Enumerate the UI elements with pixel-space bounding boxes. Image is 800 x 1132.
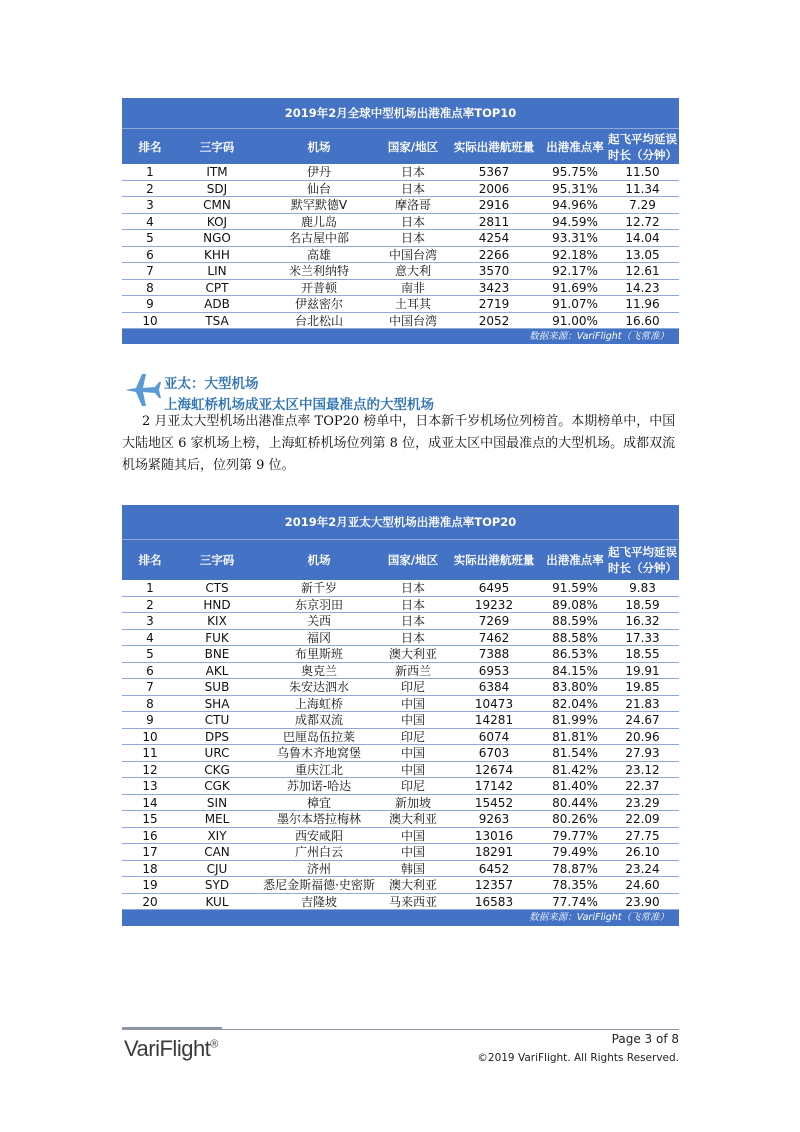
logo-text: VariFlight: [124, 1036, 211, 1061]
cell-on-time-rate: 94.59%: [552, 214, 598, 229]
cell-airport: 重庆江北: [294, 762, 343, 777]
header-airport: 机场: [307, 553, 331, 567]
cell-iata-code: ADB: [204, 297, 230, 311]
cell-avg-delay: 23.24: [625, 861, 660, 876]
table-row: [122, 214, 679, 231]
cell-departures: 3423: [478, 280, 510, 295]
cell-iata-code: MEL: [204, 812, 230, 826]
cell-rank: 7: [146, 680, 154, 694]
cell-on-time-rate: 81.54%: [552, 746, 598, 760]
cell-rank: 6: [146, 663, 154, 678]
table-row: [122, 828, 679, 845]
cell-avg-delay: 18.55: [625, 647, 660, 661]
section-subtitle: 上海虹桥机场成亚太区中国最准点的大型机场: [164, 397, 434, 413]
cell-iata-code: KIX: [207, 614, 227, 628]
cell-avg-delay: 14.04: [625, 231, 660, 245]
cell-airport: 默罕默德V: [290, 198, 348, 212]
cell-rank: 9: [146, 713, 154, 727]
header-on-time-rate: 出港准点率: [546, 553, 604, 567]
header-iata-code: 三字码: [199, 139, 235, 154]
cell-avg-delay: 11.96: [625, 297, 660, 311]
cell-airport: 仙台: [306, 181, 331, 196]
cell-airport: 名古屋中部: [288, 231, 349, 245]
cell-iata-code: CGK: [204, 779, 230, 793]
table-row: [122, 861, 679, 878]
cell-airport: 伊丹: [306, 165, 331, 179]
cell-on-time-rate: 79.77%: [552, 828, 598, 843]
table-row: [122, 745, 679, 762]
cell-departures: 10473: [474, 696, 514, 711]
cell-departures: 9263: [478, 812, 510, 826]
cell-avg-delay: 27.75: [625, 828, 660, 843]
cell-country-region: 中国台湾: [388, 247, 437, 262]
cell-on-time-rate: 88.58%: [552, 630, 598, 645]
cell-country-region: 日本: [400, 614, 425, 628]
cell-iata-code: FUK: [205, 630, 229, 645]
cell-country-region: 澳大利亚: [388, 647, 437, 661]
cell-avg-delay: 19.85: [625, 680, 660, 694]
cell-iata-code: XIY: [207, 828, 227, 843]
cell-country-region: 日本: [400, 181, 425, 196]
cell-rank: 14: [142, 795, 158, 810]
table-row: [122, 263, 679, 280]
section-title: 亚太：大型机场: [164, 376, 259, 392]
cell-country-region: 日本: [400, 214, 425, 229]
cell-country-region: 印尼: [400, 779, 425, 793]
table-title: 2019年2月全球中型机场出港准点率TOP10: [122, 98, 679, 128]
cell-avg-delay: 23.29: [625, 795, 660, 810]
cell-rank: 7: [146, 264, 154, 278]
table-row: [122, 679, 679, 696]
table-source: 数据来源：VariFlight（飞常准）: [122, 329, 679, 344]
header-avg-delay: 起飞平均延误时长（分钟）: [608, 131, 677, 162]
top20-asia-pacific-airports-table: [122, 505, 679, 926]
cell-on-time-rate: 95.75%: [552, 165, 598, 179]
header-departures: 实际出港航班量: [453, 139, 535, 154]
cell-avg-delay: 22.09: [625, 812, 660, 826]
table-row: [122, 630, 679, 647]
cell-rank: 13: [142, 779, 158, 793]
header-avg-delay: 起飞平均延误时长（分钟）: [608, 545, 677, 575]
cell-country-region: 中国: [400, 746, 425, 760]
cell-country-region: 印尼: [400, 729, 425, 744]
cell-iata-code: SYD: [204, 878, 230, 892]
cell-country-region: 中国: [400, 828, 425, 843]
table-row: [122, 597, 679, 614]
cell-airport: 广州白云: [294, 845, 343, 859]
header-rank: 排名: [138, 139, 162, 154]
table-row: [122, 230, 679, 247]
cell-avg-delay: 24.60: [625, 878, 660, 892]
cell-avg-delay: 7.29: [629, 198, 656, 212]
table-row: [122, 894, 679, 911]
cell-iata-code: SHA: [204, 696, 230, 711]
header-country-region: 国家/地区: [387, 139, 439, 154]
cell-country-region: 韩国: [400, 861, 425, 876]
cell-on-time-rate: 81.40%: [552, 779, 598, 793]
cell-airport: 悉尼金斯福德·史密斯: [263, 878, 375, 892]
cell-on-time-rate: 80.44%: [552, 795, 598, 810]
cell-departures: 2266: [478, 247, 510, 262]
table-header-row: [122, 539, 679, 580]
cell-iata-code: NGO: [203, 231, 231, 245]
cell-departures: 3570: [478, 264, 510, 278]
cell-airport: 鹿儿岛: [300, 214, 337, 229]
cell-rank: 10: [142, 313, 158, 328]
cell-avg-delay: 17.33: [625, 630, 660, 645]
cell-iata-code: TSA: [205, 313, 229, 328]
cell-avg-delay: 12.61: [625, 264, 660, 278]
cell-rank: 1: [146, 581, 154, 595]
cell-on-time-rate: 86.53%: [552, 647, 598, 661]
cell-airport: 布里斯班: [294, 647, 343, 661]
cell-avg-delay: 22.37: [625, 779, 660, 793]
cell-avg-delay: 24.67: [625, 713, 660, 727]
cell-avg-delay: 21.83: [625, 696, 660, 711]
cell-rank: 19: [142, 878, 158, 892]
cell-departures: 5367: [478, 165, 510, 179]
cell-airport: 朱安达泗水: [288, 680, 349, 694]
cell-country-region: 澳大利亚: [388, 878, 437, 892]
cell-country-region: 南非: [400, 280, 425, 295]
cell-on-time-rate: 79.49%: [552, 845, 598, 859]
cell-rank: 17: [142, 845, 158, 859]
cell-departures: 7388: [478, 647, 510, 661]
cell-rank: 16: [142, 828, 158, 843]
cell-rank: 18: [142, 861, 158, 876]
cell-iata-code: AKL: [205, 663, 229, 678]
cell-airport: 奥克兰: [300, 663, 337, 678]
cell-airport: 乌鲁木齐地窝堡: [276, 746, 361, 760]
cell-avg-delay: 23.12: [625, 762, 660, 777]
cell-on-time-rate: 88.59%: [552, 614, 598, 628]
cell-departures: 2006: [478, 181, 510, 196]
cell-departures: 15452: [474, 795, 514, 810]
cell-iata-code: ITM: [206, 165, 228, 179]
cell-airport: 济州: [306, 861, 331, 876]
table-row: [122, 795, 679, 812]
cell-departures: 12357: [474, 878, 514, 892]
table-row: [122, 280, 679, 297]
cell-rank: 11: [142, 746, 158, 760]
table-row: [122, 164, 679, 181]
cell-iata-code: LIN: [207, 264, 227, 278]
cell-iata-code: BNE: [204, 647, 230, 661]
cell-avg-delay: 13.05: [625, 247, 660, 262]
table-body: [122, 580, 679, 910]
cell-airport: 高雄: [306, 247, 331, 262]
cell-iata-code: KUL: [205, 894, 229, 909]
cell-iata-code: CAN: [204, 845, 230, 859]
cell-country-region: 摩洛哥: [394, 198, 431, 212]
table-header-row: [122, 128, 679, 164]
logo-registered-mark: ®: [210, 1038, 218, 1051]
cell-rank: 20: [142, 894, 158, 909]
cell-airport: 巴厘岛伍拉莱: [282, 729, 355, 744]
cell-rank: 12: [142, 762, 158, 777]
table-row: [122, 580, 679, 597]
cell-on-time-rate: 89.08%: [552, 597, 598, 612]
cell-on-time-rate: 91.59%: [552, 581, 598, 595]
footer-divider: [122, 1029, 679, 1030]
cell-rank: 5: [146, 231, 154, 245]
table-row: [122, 778, 679, 795]
cell-airport: 成都双流: [294, 713, 343, 727]
cell-airport: 台北松山: [294, 313, 343, 328]
table-row: [122, 313, 679, 330]
cell-on-time-rate: 81.42%: [552, 762, 598, 777]
cell-on-time-rate: 83.80%: [552, 680, 598, 694]
cell-iata-code: KHH: [204, 247, 230, 262]
cell-iata-code: CPT: [205, 280, 229, 295]
cell-on-time-rate: 95.31%: [552, 181, 598, 196]
cell-rank: 3: [146, 614, 154, 628]
cell-departures: 6953: [478, 663, 510, 678]
cell-country-region: 新西兰: [394, 663, 431, 678]
cell-iata-code: CTU: [204, 713, 230, 727]
cell-iata-code: URC: [204, 746, 230, 760]
cell-rank: 1: [146, 165, 154, 179]
header-departures: 实际出港航班量: [453, 553, 535, 567]
cell-departures: 2052: [478, 313, 510, 328]
cell-country-region: 新加坡: [394, 795, 431, 810]
cell-on-time-rate: 92.18%: [552, 247, 598, 262]
cell-airport: 墨尔本塔拉梅林: [276, 812, 361, 826]
section-paragraph: 2 月亚太大型机场出港准点率 TOP20 榜单中，日本新千岁机场位列榜首。本期榜单中，中国大陆地区 6 家机场上榜，上海虹桥机场位列第 8 位，成亚太区中国最准点的大型机场。成都双流机场紧随其后，位列第 9 位。: [122, 414, 676, 473]
cell-country-region: 中国台湾: [388, 313, 437, 328]
cell-rank: 8: [146, 696, 154, 711]
table-row: [122, 811, 679, 828]
copyright-notice: ©2019 VariFlight. All Rights Reserved.: [477, 1052, 679, 1064]
table-row: [122, 646, 679, 663]
cell-airport: 关西: [306, 614, 331, 628]
cell-iata-code: CJU: [206, 861, 228, 876]
cell-departures: 7269: [478, 614, 510, 628]
cell-rank: 8: [146, 280, 154, 295]
cell-departures: 13016: [474, 828, 514, 843]
cell-rank: 5: [146, 647, 154, 661]
table-row: [122, 197, 679, 214]
cell-country-region: 马来西亚: [388, 894, 437, 909]
cell-country-region: 澳大利亚: [388, 812, 437, 826]
cell-on-time-rate: 94.96%: [552, 198, 598, 212]
cell-rank: 2: [146, 181, 154, 196]
cell-airport: 东京羽田: [294, 597, 343, 612]
cell-departures: 6703: [478, 746, 510, 760]
cell-departures: 14281: [474, 713, 514, 727]
top10-medium-airports-table: [122, 98, 679, 344]
cell-avg-delay: 18.59: [625, 597, 660, 612]
cell-rank: 6: [146, 247, 154, 262]
cell-on-time-rate: 81.81%: [552, 729, 598, 744]
cell-country-region: 日本: [400, 597, 425, 612]
page-number: Page 3 of 8: [611, 1032, 679, 1046]
cell-rank: 9: [146, 297, 154, 311]
cell-iata-code: KOJ: [206, 214, 228, 229]
table-body: [122, 164, 679, 329]
cell-avg-delay: 9.83: [629, 581, 656, 595]
cell-avg-delay: 16.32: [625, 614, 660, 628]
cell-airport: 新千岁: [300, 581, 337, 595]
variflight-logo: [124, 1036, 218, 1062]
cell-rank: 3: [146, 198, 154, 212]
cell-on-time-rate: 82.04%: [552, 696, 598, 711]
cell-departures: 6452: [478, 861, 510, 876]
cell-avg-delay: 23.90: [625, 894, 660, 909]
cell-on-time-rate: 78.87%: [552, 861, 598, 876]
cell-on-time-rate: 77.74%: [552, 894, 598, 909]
cell-avg-delay: 26.10: [625, 845, 660, 859]
cell-country-region: 日本: [400, 165, 425, 179]
header-iata-code: 三字码: [199, 553, 235, 567]
cell-departures: 6074: [478, 729, 510, 744]
cell-country-region: 中国: [400, 696, 425, 711]
cell-country-region: 中国: [400, 845, 425, 859]
cell-avg-delay: 11.50: [625, 165, 660, 179]
cell-iata-code: SDJ: [206, 181, 228, 196]
cell-country-region: 中国: [400, 713, 425, 727]
cell-departures: 18291: [474, 845, 514, 859]
cell-departures: 2719: [478, 297, 510, 311]
cell-airport: 上海虹桥: [294, 696, 343, 711]
cell-country-region: 中国: [400, 762, 425, 777]
table-row: [122, 613, 679, 630]
table-row: [122, 762, 679, 779]
cell-rank: 2: [146, 597, 154, 612]
cell-departures: 2916: [478, 198, 510, 212]
cell-country-region: 日本: [400, 630, 425, 645]
cell-rank: 4: [146, 630, 154, 645]
cell-iata-code: CKG: [204, 762, 230, 777]
table-row: [122, 877, 679, 894]
table-row: [122, 181, 679, 198]
cell-avg-delay: 14.23: [625, 280, 660, 295]
cell-departures: 16583: [474, 894, 514, 909]
cell-airport: 福冈: [306, 630, 331, 645]
cell-departures: 2811: [478, 214, 510, 229]
table-source: 数据来源：VariFlight（飞常准）: [122, 910, 679, 926]
cell-avg-delay: 20.96: [625, 729, 660, 744]
cell-avg-delay: 19.91: [625, 663, 660, 678]
cell-departures: 6495: [478, 581, 510, 595]
cell-iata-code: SIN: [206, 795, 228, 810]
cell-airport: 开普顿: [300, 280, 337, 295]
cell-airport: 樟宜: [306, 795, 331, 810]
cell-country-region: 日本: [400, 231, 425, 245]
cell-on-time-rate: 91.07%: [552, 297, 598, 311]
cell-on-time-rate: 92.17%: [552, 264, 598, 278]
table-title: 2019年2月亚太大型机场出港准点率TOP20: [122, 505, 679, 539]
table-row: [122, 712, 679, 729]
table-row: [122, 844, 679, 861]
cell-on-time-rate: 80.26%: [552, 812, 598, 826]
cell-iata-code: DPS: [204, 729, 230, 744]
cell-on-time-rate: 78.35%: [552, 878, 598, 892]
cell-country-region: 印尼: [400, 680, 425, 694]
cell-departures: 6384: [478, 680, 510, 694]
cell-departures: 12674: [474, 762, 514, 777]
cell-airport: 吉隆坡: [300, 894, 337, 909]
cell-airport: 西安咸阳: [294, 828, 343, 843]
header-rank: 排名: [138, 553, 162, 567]
cell-airport: 米兰利纳特: [288, 264, 349, 278]
cell-airport: 伊兹密尔: [294, 297, 343, 311]
cell-rank: 4: [146, 214, 154, 229]
cell-rank: 10: [142, 729, 158, 744]
cell-rank: 15: [142, 812, 158, 826]
cell-avg-delay: 27.93: [625, 746, 660, 760]
cell-country-region: 土耳其: [394, 297, 431, 311]
cell-iata-code: CMN: [203, 198, 231, 212]
cell-departures: 17142: [474, 779, 514, 793]
cell-on-time-rate: 93.31%: [552, 231, 598, 245]
table-row: [122, 696, 679, 713]
cell-iata-code: CTS: [205, 581, 229, 595]
header-on-time-rate: 出港准点率: [546, 139, 604, 154]
cell-iata-code: SUB: [204, 680, 230, 694]
cell-on-time-rate: 84.15%: [552, 663, 598, 678]
table-row: [122, 296, 679, 313]
cell-avg-delay: 12.72: [625, 214, 660, 229]
cell-iata-code: HND: [203, 597, 231, 612]
cell-country-region: 日本: [400, 581, 425, 595]
header-country-region: 国家/地区: [387, 553, 439, 567]
table-row: [122, 247, 679, 264]
cell-avg-delay: 11.34: [625, 181, 660, 196]
cell-on-time-rate: 91.69%: [552, 280, 598, 295]
cell-airport: 苏加诺-哈达: [286, 779, 352, 793]
cell-on-time-rate: 81.99%: [552, 713, 598, 727]
table-row: [122, 729, 679, 746]
cell-on-time-rate: 91.00%: [552, 313, 598, 328]
airplane-icon: [122, 370, 162, 410]
cell-departures: 7462: [478, 630, 510, 645]
header-airport: 机场: [307, 139, 331, 154]
table-row: [122, 663, 679, 680]
cell-departures: 19232: [474, 597, 514, 612]
cell-departures: 4254: [478, 231, 510, 245]
cell-avg-delay: 16.60: [625, 313, 660, 328]
cell-country-region: 意大利: [394, 264, 431, 278]
